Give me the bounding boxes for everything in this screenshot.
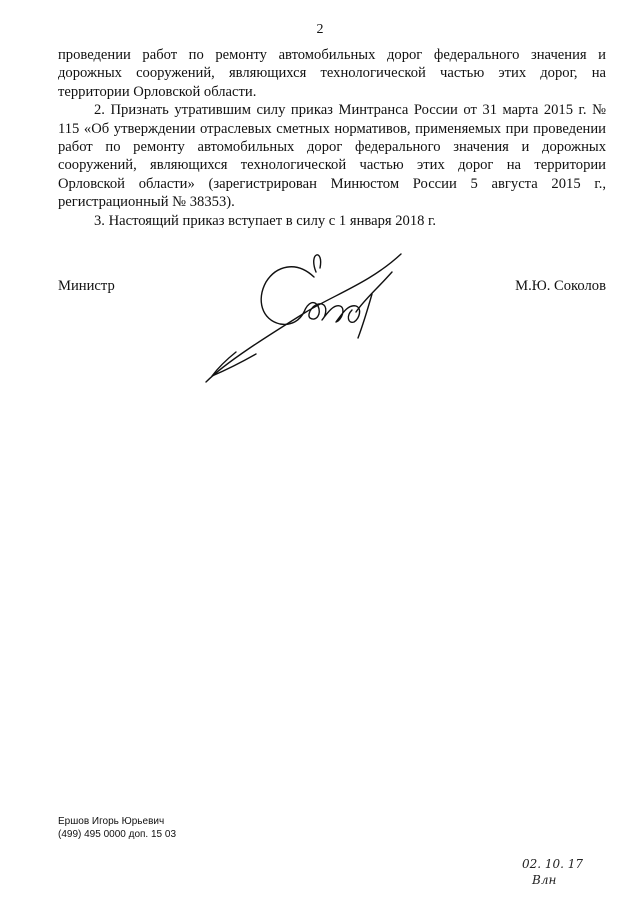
paragraph-continuation: проведении работ по ремонту автомобильных дорог федерального значения и дорожных сооружений, являющихся технологической частью этих дорог, на территории Орловской области. <box>58 47 606 100</box>
paragraph-item-2: 2. Признать утратившим силу приказ Минтранса России от 31 марта 2015 г. № 115 «Об утверждении отраслевых сметных нормативов, применяемых при проведении работ по ремонту автомобильных дорог федерального значения и дорожных сооружений, являющихся технологической частью этих дорог на территории Орловской области» (зарегистрирован Минюстом России 5 августа 2015 г., регистрационный № 38353). <box>58 102 606 211</box>
handwritten-initials: Влн <box>532 873 557 887</box>
signer-name: М.Ю. Соколов <box>515 278 606 294</box>
paragraph-item-3: 3. Настоящий приказ вступает в силу с 1 января 2018 г. <box>94 212 437 229</box>
executor-phone: (499) 495 0000 доп. 15 03 <box>58 829 177 840</box>
page-number: 2 <box>316 22 324 37</box>
signer-title: Министр <box>58 278 115 294</box>
handwritten-date: 02. 10. 17 <box>522 857 584 871</box>
handwritten-signature <box>196 242 416 387</box>
executor-name: Ершов Игорь Юрьевич <box>58 816 165 827</box>
document-body <box>58 46 606 230</box>
executor-info <box>58 815 176 841</box>
handwritten-note <box>522 856 583 888</box>
